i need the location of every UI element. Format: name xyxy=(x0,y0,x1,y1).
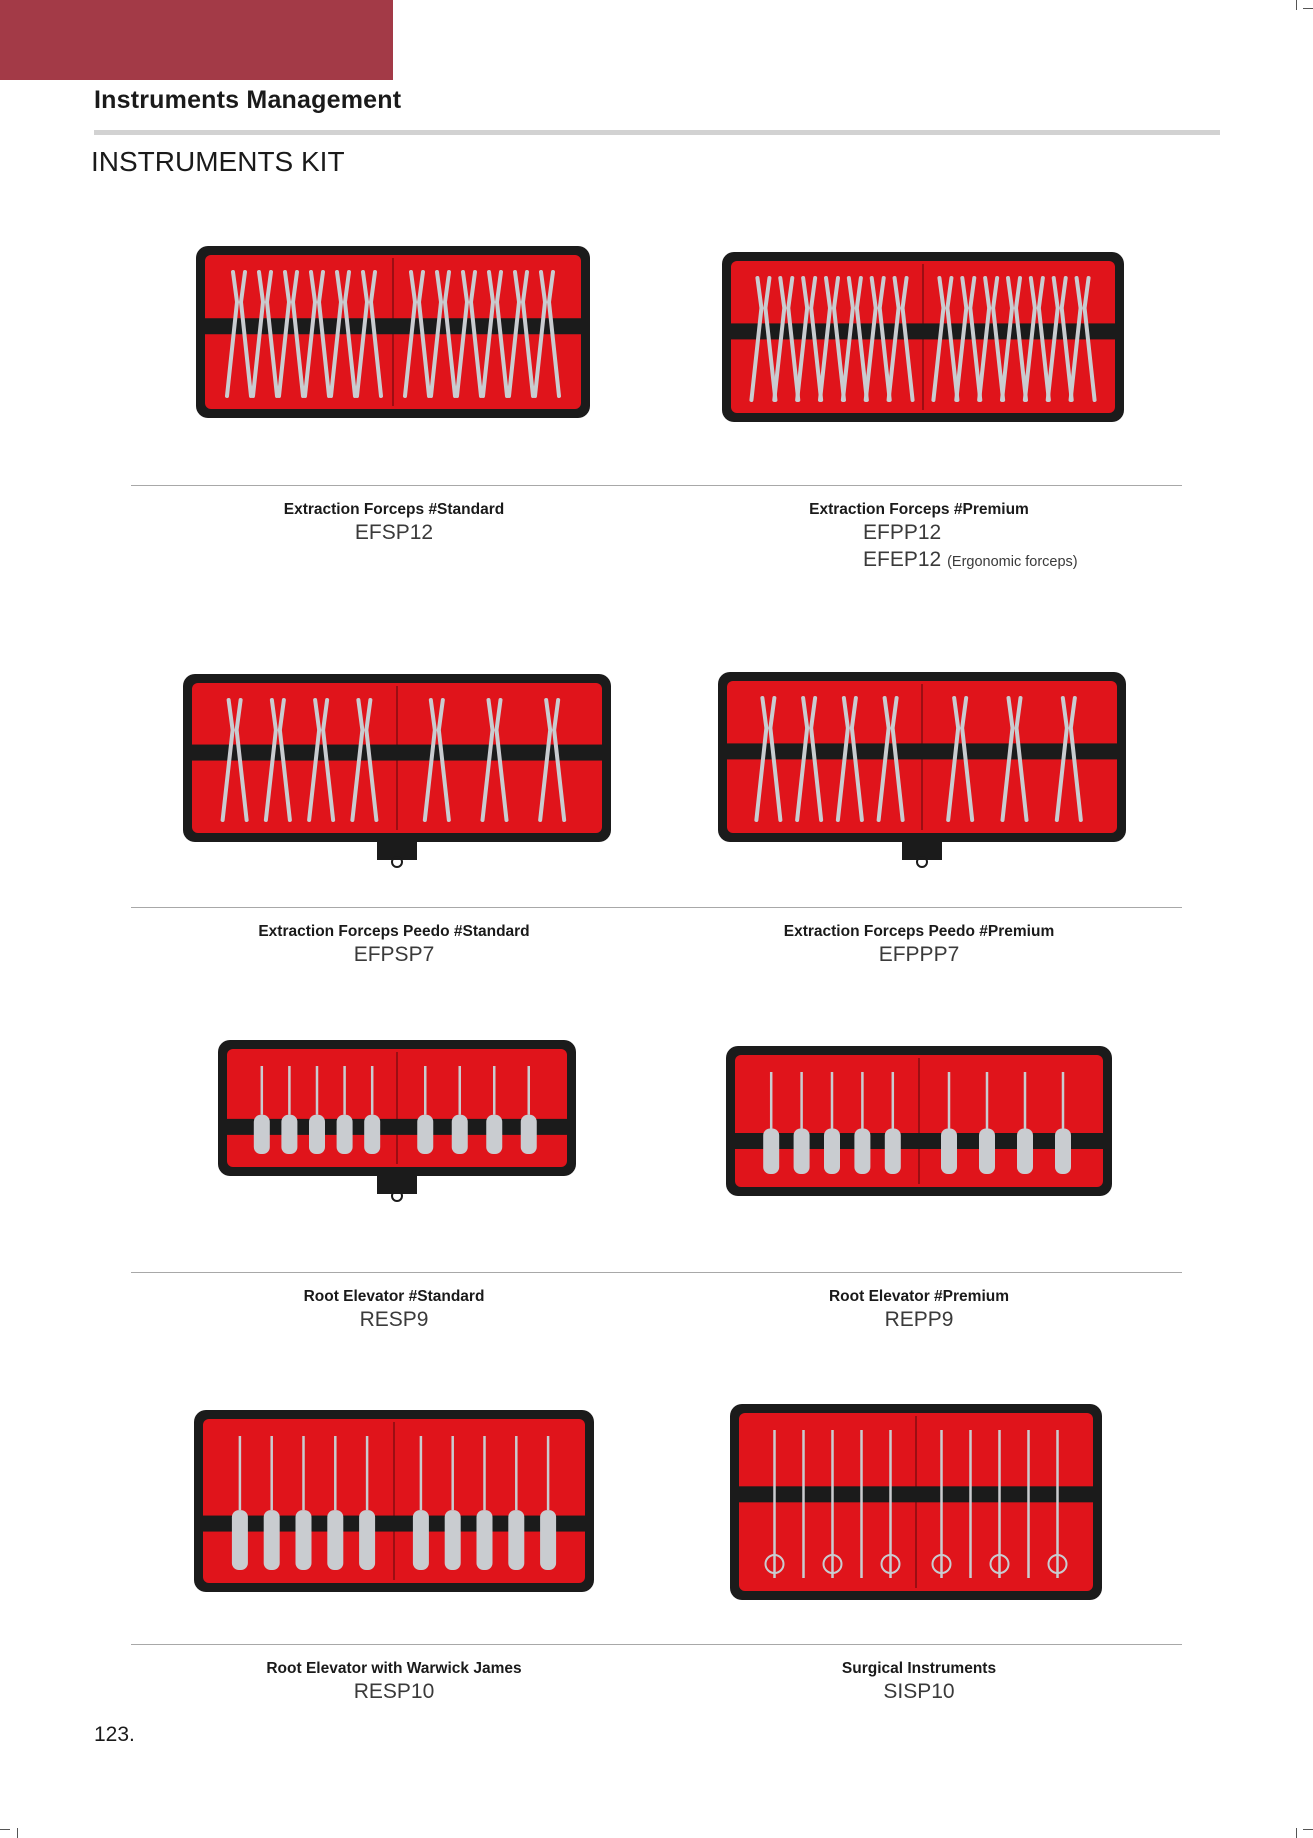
kit-name: Extraction Forceps Peedo #Premium xyxy=(783,923,1055,940)
elevator-handle xyxy=(359,1510,375,1570)
elevator-handle xyxy=(413,1510,429,1570)
row-divider xyxy=(131,1272,1182,1273)
elevator-handle xyxy=(794,1129,810,1175)
page-number: 123. xyxy=(94,1723,135,1746)
elevator-handle xyxy=(264,1510,280,1570)
elevator-handle xyxy=(1017,1129,1033,1175)
kit-name: Root Elevator #Premium xyxy=(828,1288,1010,1305)
holding-strap xyxy=(192,745,602,761)
kit-name: Extraction Forceps Peedo #Standard xyxy=(258,923,530,940)
elevator-handle xyxy=(521,1115,537,1154)
header-divider xyxy=(94,130,1220,135)
kit-image-extraction-forceps-peedo-standard xyxy=(183,674,611,866)
elevator-handle xyxy=(854,1129,870,1175)
elevator-handle xyxy=(254,1115,270,1154)
elevator-handle xyxy=(885,1129,901,1175)
holding-strap xyxy=(227,1119,567,1135)
kit-caption xyxy=(184,1288,604,1332)
crop-mark xyxy=(0,1829,10,1830)
kit-caption xyxy=(184,923,604,967)
elevator-handle xyxy=(309,1115,325,1154)
elevator-handle xyxy=(1055,1129,1071,1175)
kit-name: Extraction Forceps #Premium xyxy=(809,501,1029,518)
row-divider xyxy=(131,485,1182,486)
kit-name: Root Elevator #Standard xyxy=(303,1288,485,1305)
kit-caption xyxy=(709,923,1129,967)
elevator-handle xyxy=(763,1129,779,1175)
crop-mark xyxy=(1296,0,1297,10)
elevator-handle xyxy=(417,1115,433,1154)
kit-caption xyxy=(709,1288,1129,1332)
kit-name: Root Elevator with Warwick James xyxy=(266,1660,522,1677)
crop-mark xyxy=(1296,1828,1297,1838)
kit-image-surgical-instruments xyxy=(730,1404,1102,1600)
kit-image-extraction-forceps-standard xyxy=(196,246,590,418)
holding-strap xyxy=(739,1486,1093,1502)
elevator-handle xyxy=(337,1115,353,1154)
elevator-handle xyxy=(445,1510,461,1570)
kit-caption xyxy=(184,1660,604,1704)
elevator-handle xyxy=(941,1129,957,1175)
kit-code: EFEP12 xyxy=(863,548,942,571)
crop-mark xyxy=(1303,8,1313,9)
kit-caption xyxy=(709,501,1129,576)
holding-strap xyxy=(735,1133,1103,1149)
elevator-handle xyxy=(540,1510,556,1570)
elevator-handle xyxy=(327,1510,343,1570)
elevator-handle xyxy=(508,1510,524,1570)
kit-code: EFSP12 xyxy=(354,521,434,544)
kit-name: Extraction Forceps #Standard xyxy=(283,501,505,518)
kit-code: REPP9 xyxy=(884,1308,954,1331)
kit-caption xyxy=(709,1660,1129,1704)
holding-strap xyxy=(727,743,1117,759)
elevator-handle xyxy=(824,1129,840,1175)
elevator-handle xyxy=(281,1115,297,1154)
page-heading: INSTRUMENTS KIT xyxy=(91,146,345,177)
kit-code: EFPSP7 xyxy=(353,943,435,966)
kit-image-root-elevator-premium xyxy=(726,1046,1112,1196)
holding-strap xyxy=(203,1516,585,1532)
row-divider xyxy=(131,907,1182,908)
kit-image-extraction-forceps-premium xyxy=(722,252,1124,422)
elevator-handle xyxy=(364,1115,380,1154)
elevator-handle xyxy=(232,1510,248,1570)
elevator-handle xyxy=(486,1115,502,1154)
kit-code: RESP10 xyxy=(353,1680,435,1703)
crop-mark xyxy=(1303,1829,1313,1830)
row-divider xyxy=(131,1644,1182,1645)
kit-image-root-elevator-standard xyxy=(218,1040,576,1200)
kit-note: (Ergonomic forceps) xyxy=(947,554,1078,570)
header-color-band xyxy=(0,0,393,80)
kit-caption xyxy=(184,501,604,545)
elevator-handle xyxy=(477,1510,493,1570)
kit-code: RESP9 xyxy=(359,1308,429,1331)
kit-name: Surgical Instruments xyxy=(841,1660,997,1677)
kit-code: SISP10 xyxy=(883,1680,955,1703)
elevator-handle xyxy=(296,1510,312,1570)
crop-mark xyxy=(17,1828,18,1838)
kit-image-root-elevator-warwick-james xyxy=(194,1410,594,1592)
elevator-handle xyxy=(979,1129,995,1175)
kit-code: EFPP12 xyxy=(863,521,942,544)
elevator-handle xyxy=(452,1115,468,1154)
section-title: Instruments Management xyxy=(94,86,402,114)
kit-code: EFPPP7 xyxy=(878,943,960,966)
kit-image-extraction-forceps-peedo-premium xyxy=(718,672,1126,866)
